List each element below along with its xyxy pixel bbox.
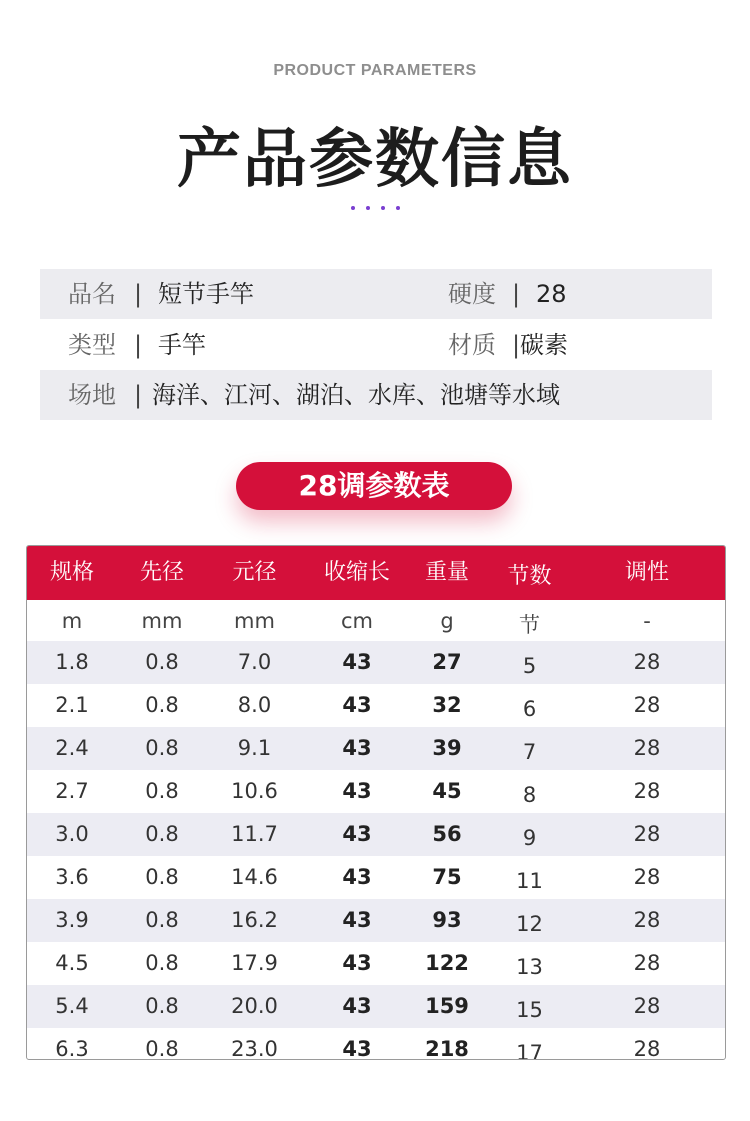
cell-closed-length: 43 — [342, 693, 372, 717]
header-spec: 规格 — [49, 560, 94, 585]
unit-cell: - — [643, 609, 651, 633]
info-value-material: 碳素 — [520, 331, 568, 359]
cell-closed-length: 43 — [342, 822, 372, 846]
cell-tip-diameter: 0.8 — [145, 736, 179, 760]
header-base-diameter: 元径 — [232, 560, 277, 585]
parameter-table — [26, 545, 726, 1060]
cell-closed-length: 43 — [342, 865, 372, 889]
cell-weight: 32 — [432, 693, 462, 717]
table-header-row — [27, 546, 726, 600]
cell-weight: 93 — [432, 908, 462, 932]
info-separator: | — [134, 331, 143, 359]
unit-cell: 节 — [519, 613, 540, 637]
cell-closed-length: 43 — [342, 779, 372, 803]
cell-base-diameter: 11.7 — [231, 822, 278, 846]
cell-tip-diameter: 0.8 — [145, 822, 179, 846]
info-separator: | — [512, 331, 521, 359]
cell-tip-diameter: 0.8 — [145, 994, 179, 1018]
cell-spec: 2.7 — [55, 779, 89, 803]
table-row — [27, 899, 726, 942]
cell-tip-diameter: 0.8 — [145, 779, 179, 803]
header-sections: 节数 — [507, 564, 552, 589]
cell-spec: 1.8 — [55, 650, 89, 674]
unit-cell: mm — [141, 609, 183, 633]
info-label-venue: 场地 — [68, 381, 116, 409]
info-value-hardness: 28 — [536, 280, 567, 308]
cell-action: 28 — [633, 650, 661, 674]
cell-sections: 9 — [522, 826, 537, 850]
dot — [381, 206, 385, 210]
table-title-badge: 28调参数表 — [236, 462, 512, 510]
info-label-material: 材质 — [448, 331, 496, 359]
cell-spec: 5.4 — [55, 994, 89, 1018]
info-row-name — [40, 269, 712, 319]
header-tip-diameter: 先径 — [139, 560, 184, 585]
cell-base-diameter: 14.6 — [231, 865, 278, 889]
unit-cell: m — [61, 609, 83, 633]
cell-weight: 39 — [432, 736, 462, 760]
cell-action: 28 — [633, 865, 661, 889]
cell-spec: 3.6 — [55, 865, 89, 889]
cell-base-diameter: 16.2 — [231, 908, 278, 932]
unit-cell: cm — [340, 609, 373, 633]
cell-weight: 45 — [432, 779, 462, 803]
cell-sections: 5 — [522, 654, 537, 678]
cell-sections: 12 — [516, 912, 543, 936]
cell-tip-diameter: 0.8 — [145, 908, 179, 932]
cell-weight: 159 — [425, 994, 469, 1018]
table-row — [27, 641, 726, 684]
cell-closed-length: 43 — [342, 994, 372, 1018]
cell-action: 28 — [633, 951, 661, 975]
info-row-type — [40, 320, 712, 370]
subtitle-en: PRODUCT PARAMETERS — [273, 62, 477, 79]
table-row — [27, 942, 726, 985]
header-action: 调性 — [624, 560, 669, 585]
table-row — [27, 727, 726, 770]
cell-base-diameter: 10.6 — [231, 779, 278, 803]
table-row — [27, 684, 726, 727]
cell-closed-length: 43 — [342, 908, 372, 932]
header-closed-length: 收缩长 — [323, 560, 390, 585]
info-value-name: 短节手竿 — [158, 280, 254, 308]
cell-spec: 3.9 — [55, 908, 89, 932]
cell-tip-diameter: 0.8 — [145, 1037, 179, 1060]
unit-cell: mm — [234, 609, 275, 633]
cell-base-diameter: 9.1 — [237, 736, 272, 760]
cell-sections: 8 — [522, 783, 537, 807]
cell-spec: 6.3 — [55, 1037, 89, 1060]
cell-spec: 4.5 — [55, 951, 89, 975]
cell-action: 28 — [633, 994, 661, 1018]
cell-sections: 13 — [516, 955, 543, 979]
cell-base-diameter: 7.0 — [237, 650, 272, 674]
cell-base-diameter: 8.0 — [237, 693, 272, 717]
info-separator: | — [134, 280, 143, 308]
cell-spec: 3.0 — [55, 822, 89, 846]
cell-weight: 218 — [425, 1037, 469, 1060]
cell-action: 28 — [633, 1037, 661, 1060]
cell-base-diameter: 20.0 — [231, 994, 278, 1018]
cell-sections: 6 — [522, 697, 537, 721]
cell-closed-length: 43 — [342, 736, 372, 760]
table-row — [27, 770, 726, 813]
table-row — [27, 985, 726, 1028]
cell-sections: 7 — [522, 740, 537, 764]
table-row — [27, 1028, 726, 1060]
header-weight: 重量 — [424, 560, 469, 585]
info-label-hardness: 硬度 — [448, 280, 496, 308]
info-value-type: 手竿 — [158, 331, 206, 359]
cell-sections: 11 — [516, 869, 543, 893]
cell-closed-length: 43 — [342, 650, 372, 674]
cell-tip-diameter: 0.8 — [145, 650, 179, 674]
cell-action: 28 — [633, 693, 661, 717]
cell-base-diameter: 23.0 — [231, 1037, 278, 1060]
cell-weight: 27 — [432, 650, 462, 674]
dot — [366, 206, 370, 210]
cell-sections: 17 — [516, 1041, 543, 1060]
cell-weight: 122 — [425, 951, 469, 975]
cell-spec: 2.1 — [55, 693, 89, 717]
unit-cell: g — [440, 609, 454, 633]
cell-action: 28 — [633, 779, 661, 803]
dot — [396, 206, 400, 210]
cell-tip-diameter: 0.8 — [145, 693, 179, 717]
info-separator: | — [134, 381, 143, 409]
cell-spec: 2.4 — [55, 736, 89, 760]
table-row — [27, 856, 726, 899]
info-label-type: 类型 — [68, 331, 116, 359]
info-row-venue — [40, 370, 712, 420]
info-label-name: 品名 — [68, 280, 116, 308]
cell-closed-length: 43 — [342, 1037, 372, 1060]
cell-base-diameter: 17.9 — [231, 951, 278, 975]
page-title: 产品参数信息 — [177, 123, 573, 197]
cell-tip-diameter: 0.8 — [145, 865, 179, 889]
cell-action: 28 — [633, 736, 661, 760]
cell-tip-diameter: 0.8 — [145, 951, 179, 975]
cell-sections: 15 — [516, 998, 543, 1022]
cell-closed-length: 43 — [342, 951, 372, 975]
decorative-dots — [0, 206, 750, 210]
cell-action: 28 — [633, 908, 661, 932]
dot — [351, 206, 355, 210]
info-separator: | — [512, 280, 521, 308]
cell-weight: 75 — [432, 865, 462, 889]
info-value-venue: 海洋、江河、湖泊、水库、池塘等水域 — [152, 381, 560, 409]
table-units-row — [27, 600, 726, 643]
cell-weight: 56 — [432, 822, 462, 846]
table-row — [27, 813, 726, 856]
cell-action: 28 — [633, 822, 661, 846]
